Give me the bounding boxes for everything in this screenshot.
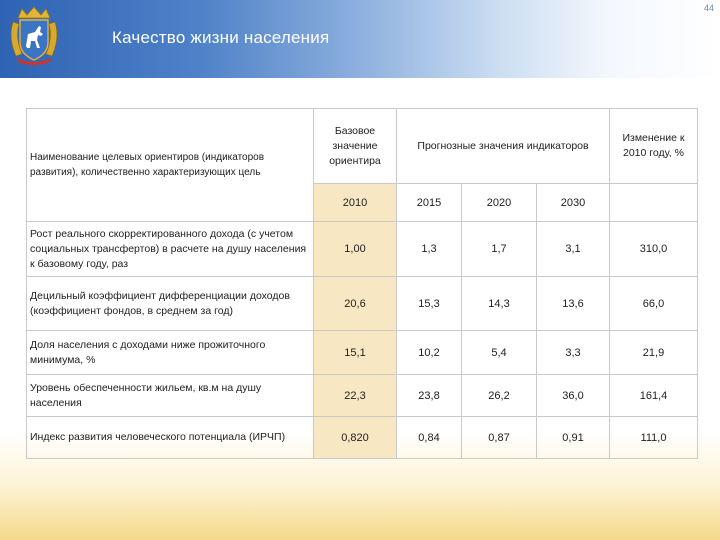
samara-coat-of-arms-icon xyxy=(8,4,60,66)
forecast-values-header: Прогнозные значения индикаторов xyxy=(397,109,610,184)
table-row xyxy=(27,417,698,459)
year-2010: 2010 xyxy=(314,184,397,222)
table-row xyxy=(27,331,698,375)
base-value-header: Базовое значение ориентира xyxy=(314,109,397,184)
indicator-name: Рост реального скорректированного дохода (с учетом социальных трансфертов) в расчете на душу населения к базовому году, раз xyxy=(27,222,314,277)
base-value: 1,00 xyxy=(314,222,397,277)
value-2020: 0,87 xyxy=(462,417,537,459)
page-title: Качество жизни населения xyxy=(112,28,330,47)
value-2015: 23,8 xyxy=(397,375,462,417)
indicators-table xyxy=(26,108,698,459)
change-value: 66,0 xyxy=(610,277,698,331)
change-value: 21,9 xyxy=(610,331,698,375)
base-value: 22,3 xyxy=(314,375,397,417)
change-value: 310,0 xyxy=(610,222,698,277)
change-value: 161,4 xyxy=(610,375,698,417)
value-2015: 15,3 xyxy=(397,277,462,331)
value-2030: 0,91 xyxy=(537,417,610,459)
slide-number: 44 xyxy=(703,3,714,13)
base-value: 0,820 xyxy=(314,417,397,459)
value-2020: 14,3 xyxy=(462,277,537,331)
year-2015: 2015 xyxy=(397,184,462,222)
year-2030: 2030 xyxy=(537,184,610,222)
table-row xyxy=(27,222,698,277)
value-2020: 1,7 xyxy=(462,222,537,277)
header-band xyxy=(0,0,720,78)
indicator-column-header: Наименование целевых ориентиров (индикаторов развития), количественно характеризующих цель xyxy=(27,109,314,222)
value-2030: 3,1 xyxy=(537,222,610,277)
value-2015: 1,3 xyxy=(397,222,462,277)
indicator-name: Индекс развития человеческого потенциала (ИРЧП) xyxy=(27,417,314,459)
change-year-blank xyxy=(610,184,698,222)
value-2020: 26,2 xyxy=(462,375,537,417)
value-2020: 5,4 xyxy=(462,331,537,375)
change-header: Изменение к 2010 году, % xyxy=(610,109,698,184)
value-2030: 3,3 xyxy=(537,331,610,375)
table-header-row xyxy=(27,109,698,184)
base-value: 20,6 xyxy=(314,277,397,331)
year-2020: 2020 xyxy=(462,184,537,222)
indicator-name: Децильный коэффициент дифференциации доходов (коэффициент фондов, в среднем за год) xyxy=(27,277,314,331)
table-row xyxy=(27,277,698,331)
indicator-name: Уровень обеспеченности жильем, кв.м на душу населения xyxy=(27,375,314,417)
change-value: 111,0 xyxy=(610,417,698,459)
table-row xyxy=(27,375,698,417)
indicator-name: Доля населения с доходами ниже прожиточного минимума, % xyxy=(27,331,314,375)
value-2030: 36,0 xyxy=(537,375,610,417)
value-2015: 10,2 xyxy=(397,331,462,375)
value-2030: 13,6 xyxy=(537,277,610,331)
value-2015: 0,84 xyxy=(397,417,462,459)
base-value: 15,1 xyxy=(314,331,397,375)
